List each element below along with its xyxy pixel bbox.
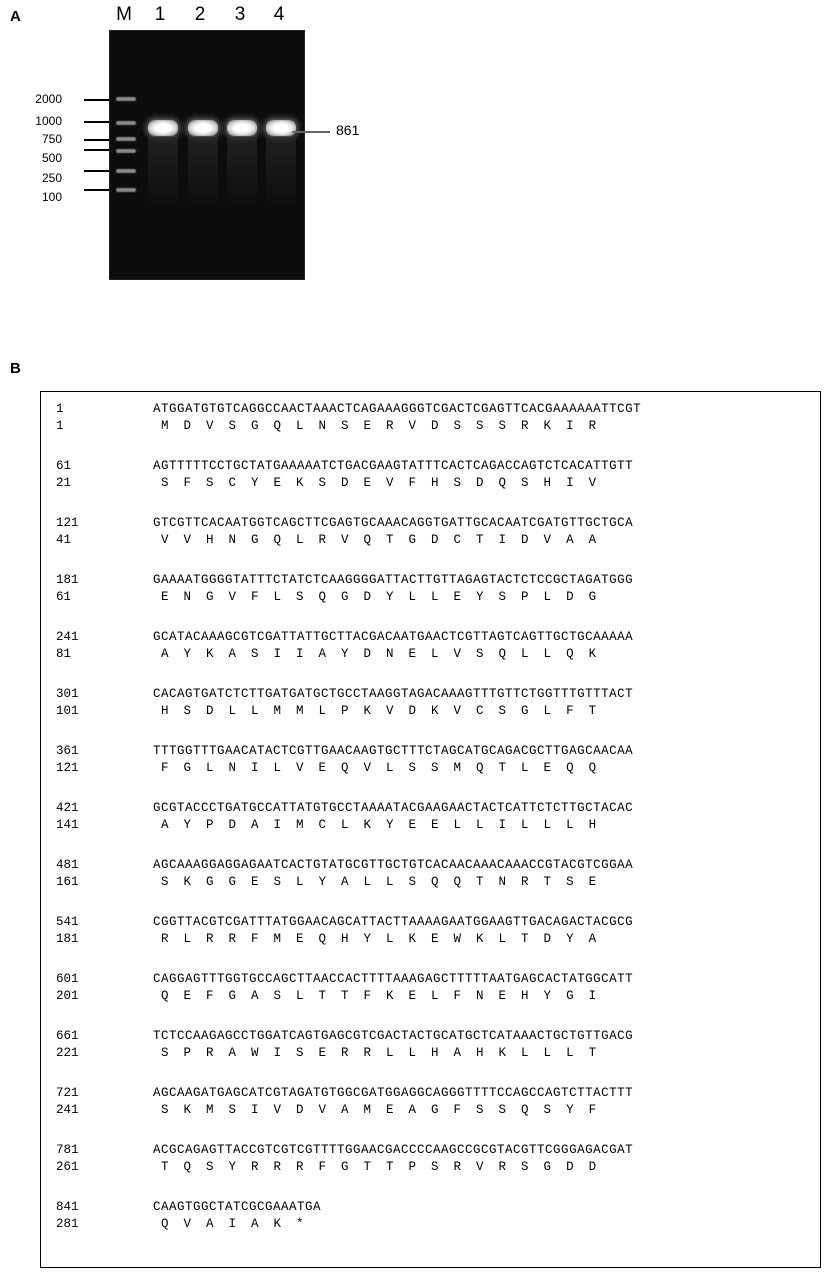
ladder-tick	[84, 99, 110, 101]
aa-position: 161	[56, 875, 79, 889]
ladder-label-750: 750	[41, 132, 62, 146]
ladder-tick	[84, 189, 110, 191]
dna-position: 721	[56, 1086, 79, 1100]
dna-position: 781	[56, 1143, 79, 1157]
lane-label-m: M	[116, 4, 132, 25]
aa-sequence: S K G G E S L Y A L L S Q Q T N R T S E	[161, 875, 597, 889]
aa-sequence: R L R R F M E Q H Y L K E W K L T D Y A	[161, 932, 597, 946]
aa-sequence: Q V A I A K *	[161, 1217, 304, 1231]
aa-sequence: F G L N I L V E Q V L S S M Q T L E Q Q	[161, 761, 597, 775]
dna-position: 301	[56, 687, 79, 701]
aa-position: 281	[56, 1217, 79, 1231]
sequence-block	[41, 801, 820, 841]
ladder-label-500: 500	[41, 151, 62, 165]
dna-sequence: TTTGGTTTGAACATACTCGTTGAACAAGTGCTTTCTAGCATGCAGACGCTTGAGCAACAA	[153, 744, 634, 758]
sequence-block	[41, 1200, 820, 1240]
panel-a-letter: A	[10, 8, 21, 25]
aa-sequence: T Q S Y R R R F G T T P S R V R S G D D	[161, 1160, 597, 1174]
dna-position: 1	[56, 402, 64, 416]
sequence-block	[41, 516, 820, 556]
ladder-tick	[84, 149, 110, 151]
sample-band-lane-3	[227, 120, 257, 136]
sequence-block	[41, 1029, 820, 1069]
aa-sequence: E N G V F L S Q G D Y L L E Y S P L D G	[161, 590, 597, 604]
sequence-block	[41, 1086, 820, 1126]
panel-b-letter: B	[10, 360, 21, 377]
ladder-tick	[84, 139, 110, 141]
aa-position: 61	[56, 590, 72, 604]
dna-position: 541	[56, 915, 79, 929]
aa-position: 101	[56, 704, 79, 718]
dna-sequence: CAGGAGTTTGGTGCCAGCTTAACCACTTTTAAAGAGCTTTTTAATGAGCACTATGGCATT	[153, 972, 634, 986]
aa-position: 121	[56, 761, 79, 775]
aa-sequence: Q E F G A S L T T F K E L F N E H Y G I	[161, 989, 597, 1003]
dna-position: 481	[56, 858, 79, 872]
dna-sequence: CGGTTACGTCGATTTATGGAACAGCATTACTTAAAAGAATGGAAGTTGACAGACTACGCG	[153, 915, 634, 929]
dna-sequence: GCATACAAAGCGTCGATTATTGCTTACGACAATGAACTCGTTAGTCAGTTGCTGCAAAAA	[153, 630, 634, 644]
sample-band-lane-4	[266, 120, 296, 136]
dna-position: 421	[56, 801, 79, 815]
dna-sequence: ATGGATGTGTCAGGCCAACTAAACTCAGAAAGGGTCGACTCGAGTTCACGAAAAAATTCGT	[153, 402, 642, 416]
dna-sequence: CAAGTGGCTATCGCGAAATGA	[153, 1200, 322, 1214]
dna-sequence: AGCAAAGGAGGAGAATCACTGTATGCGTTGCTGTCACAACAAACAAACCGTACGTCGGAA	[153, 858, 634, 872]
dna-sequence: ACGCAGAGTTACCGTCGTCGTTTTGGAACGACCCCAAGCCGCGTACGTTCGGGAGACGAT	[153, 1143, 634, 1157]
ladder-tick	[84, 170, 110, 172]
lane-smear	[148, 137, 178, 207]
sequence-block	[41, 972, 820, 1012]
aa-position: 181	[56, 932, 79, 946]
sequence-block	[41, 744, 820, 784]
ladder-label-2000: 2000	[35, 92, 62, 106]
dna-position: 601	[56, 972, 79, 986]
aa-position: 41	[56, 533, 72, 547]
ladder-band	[116, 188, 136, 192]
aa-sequence: S P R A W I S E R R L L H A H K L L L T	[161, 1046, 597, 1060]
aa-sequence: H S D L L M M L P K V D K V C S G L F T	[161, 704, 597, 718]
aa-sequence: A Y P D A I M C L K Y E E L L I L L L H	[161, 818, 597, 832]
dna-position: 841	[56, 1200, 79, 1214]
dna-sequence: GAAAATGGGGTATTTCTATCTCAAGGGGATTACTTGTTAGAGTACTCTCCGCTAGATGGG	[153, 573, 634, 587]
ladder-band	[116, 169, 136, 173]
ladder-band	[116, 121, 136, 125]
band-size-pointer	[292, 131, 330, 133]
sequence-block	[41, 1143, 820, 1183]
aa-position: 261	[56, 1160, 79, 1174]
lane-label-3: 3	[234, 4, 246, 25]
aa-position: 1	[56, 419, 64, 433]
dna-sequence: GTCGTTCACAATGGTCAGCTTCGAGTGCAAACAGGTGATTGCACAATCGATGTTGCTGCA	[153, 516, 634, 530]
dna-position: 181	[56, 573, 79, 587]
dna-sequence: TCTCCAAGAGCCTGGATCAGTGAGCGTCGACTACTGCATGCTCATAAACTGCTGTTGACG	[153, 1029, 634, 1043]
aa-position: 21	[56, 476, 72, 490]
lane-label-4: 4	[273, 4, 285, 25]
aa-position: 81	[56, 647, 72, 661]
aa-sequence: V V H N G Q L R V Q T G D C T I D V A A	[161, 533, 597, 547]
aa-sequence: S K M S I V D V A M E A G F S S Q S Y F	[161, 1103, 597, 1117]
aa-position: 221	[56, 1046, 79, 1060]
dna-position: 121	[56, 516, 79, 530]
dna-position: 661	[56, 1029, 79, 1043]
dna-position: 361	[56, 744, 79, 758]
ladder-label-1000: 1000	[35, 114, 62, 128]
ladder-band	[116, 97, 136, 101]
ladder-band	[116, 137, 136, 141]
aa-sequence: A Y K A S I I A Y D N E L V S Q L L Q K	[161, 647, 597, 661]
sequence-block	[41, 402, 820, 442]
dna-sequence: CACAGTGATCTCTTGATGATGCTGCCTAAGGTAGACAAAGTTTGTTCTGGTTTGTTTACT	[153, 687, 634, 701]
lane-smear	[266, 137, 296, 207]
lane-smear	[227, 137, 257, 207]
band-size-label: 861	[336, 122, 360, 138]
sequence-block	[41, 630, 820, 670]
ladder-label-100: 100	[41, 190, 62, 204]
aa-position: 241	[56, 1103, 79, 1117]
aa-sequence: M D V S G Q L N S E R V D S S S R K I R	[161, 419, 597, 433]
sequence-block	[41, 687, 820, 727]
sequence-block	[41, 459, 820, 499]
dna-sequence: AGCAAGATGAGCATCGTAGATGTGGCGATGGAGGCAGGGTTTTCCAGCCAGTCTTACTTT	[153, 1086, 634, 1100]
aa-position: 141	[56, 818, 79, 832]
ladder-label-250: 250	[41, 171, 62, 185]
ladder-band	[116, 149, 136, 153]
ladder-tick	[84, 121, 110, 123]
sample-band-lane-1	[148, 120, 178, 136]
dna-sequence: AGTTTTTCCTGCTATGAAAAATCTGACGAAGTATTTCACTCAGACCAGTCTCACATTGTT	[153, 459, 634, 473]
dna-sequence: GCGTACCCTGATGCCATTATGTGCCTAAAATACGAAGAACTACTCATTCTCTTGCTACAC	[153, 801, 634, 815]
sample-band-lane-2	[188, 120, 218, 136]
agarose-gel-image	[109, 30, 305, 280]
sequence-box	[40, 391, 821, 1268]
lane-smear	[188, 137, 218, 207]
aa-sequence: S F S C Y E K S D E V F H S D Q S H I V	[161, 476, 597, 490]
dna-position: 61	[56, 459, 72, 473]
lane-label-2: 2	[194, 4, 206, 25]
dna-position: 241	[56, 630, 79, 644]
sequence-block	[41, 915, 820, 955]
aa-position: 201	[56, 989, 79, 1003]
sequence-block	[41, 858, 820, 898]
sequence-block	[41, 573, 820, 613]
lane-label-1: 1	[154, 4, 166, 25]
